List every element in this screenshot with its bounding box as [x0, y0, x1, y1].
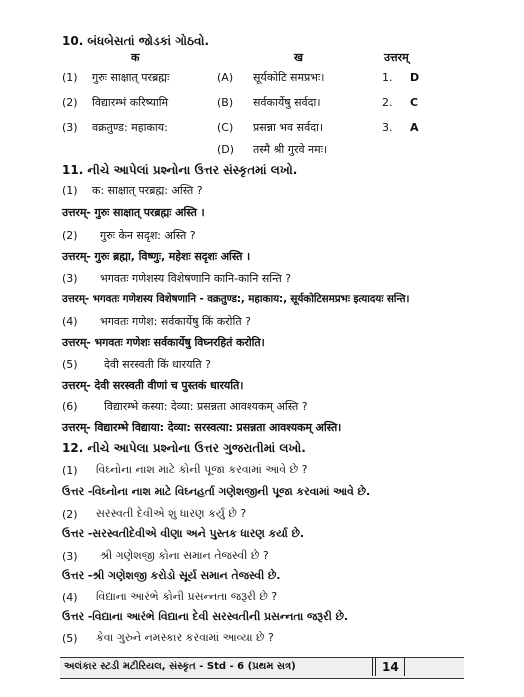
- question-text: સરસ્વતી દેવીએ શું ધારણ કર્યું છે ?: [96, 507, 247, 520]
- question-text: શ્રી ગણેશજી કોના સમાન તેજસ્વી છે ?: [100, 549, 269, 562]
- q10-title: 10. બંધબેસતાં જોડકાં ગોઠવો.: [62, 34, 210, 48]
- question-text: क: साक्षात् परब्रह्म: अस्ति ?: [92, 184, 203, 197]
- right-item-text: सूर्यकोटि समप्रभः।: [253, 71, 325, 84]
- answer-number: 1.: [382, 71, 393, 84]
- left-item-text: वक्रतुण्ड: महाकाय:: [92, 121, 168, 134]
- column-a-header: क: [131, 51, 140, 64]
- answer-text: ઉત્તર -વિદ્યાના આરંભે વિદ્યાના દેવી સરસ્વતીની પ્રસન્નતા જરૂરી છે.: [62, 610, 348, 623]
- question-text: વિઘ્નોના નાશ માટે કોની પૂજા કરવામાં આવે છે ?: [96, 463, 308, 476]
- question-text: देवी सरस्वती किं धारयति ?: [104, 358, 211, 371]
- answer-text: ઉત્તર -સરસ્વતીદેવીએ વીણા અને પુસ્તક ધારણ કર્યા છે.: [62, 527, 304, 540]
- answer-text: उत्तरम्- गुरुः साक्षात् परब्रह्मः अस्ति ।: [62, 206, 205, 219]
- answer-letter: C: [410, 96, 419, 109]
- question-number: (2): [62, 229, 78, 242]
- question-text: गुरुः केन सदृश: अस्ति ?: [100, 229, 196, 242]
- left-item-text: विद्यारम्भं करिष्यामि: [92, 96, 169, 109]
- question-text: भगवतः गणेश: सर्वकार्येषु किं करोति ?: [100, 315, 251, 328]
- answer-column-header: उत्तरम्: [384, 51, 409, 64]
- q11-title: 11. નીચે આપેલાં પ્રશ્નોના ઉત્તર સંસ્કૃતમાં લખો.: [62, 163, 298, 177]
- right-item-letter: (C): [217, 121, 234, 134]
- question-number: (1): [62, 464, 78, 477]
- q12-title: 12. નીચે આપેલા પ્રશ્નોના ઉત્તર ગુજરાતીમાં લખો.: [62, 441, 306, 455]
- footer-divider: [372, 658, 373, 676]
- question-number: (5): [62, 358, 78, 371]
- answer-text: उत्तरम्- विद्यारम्भे विद्याया: देव्या: सरस्वत्या: प्रसन्नता आवश्यकम् अस्ति।: [62, 421, 342, 434]
- question-number: (2): [62, 508, 78, 521]
- left-item-text: गुरुः साक्षात् परब्रह्मः: [92, 71, 170, 84]
- question-number: (1): [62, 184, 78, 197]
- answer-text: उत्तरम्- भगवतः गणेशस्य विशेषणानि - वक्रतुण्ड:, महाकाय:, सूर्यकोटिसमप्रभः इत्यादयः सन्ति।: [62, 293, 410, 305]
- answer-number: 3.: [382, 121, 393, 134]
- answer-text: ઉત્તર -વિઘ્નોના નાશ માટે વિઘ્નહર્તા ગણેશજીની પૂજા કરવામાં આવે છે.: [62, 485, 371, 498]
- question-number: (5): [62, 632, 78, 645]
- question-number: (4): [62, 591, 78, 604]
- question-number: (3): [62, 272, 78, 285]
- left-item-number: (2): [62, 96, 78, 109]
- answer-text: ઉત્તર -શ્રી ગણેશજી કરોડો સૂર્ય સમાન તેજસ્વી છે.: [62, 569, 281, 582]
- question-number: (3): [62, 550, 78, 563]
- footer-divider: [375, 658, 376, 676]
- question-text: કેવા ગુરુને નમસ્કાર કરવામાં આવ્યા છે ?: [96, 631, 274, 644]
- right-item-text: तस्मै श्री गुरवे नमः।: [253, 143, 328, 156]
- answer-letter: D: [410, 71, 420, 84]
- question-number: (4): [62, 315, 78, 328]
- answer-text: उत्तरम्- देवी सरस्वती वीणां च पुस्तकं धारयति।: [62, 379, 244, 392]
- footer-divider: [404, 658, 405, 676]
- right-item-text: सर्वकार्येषु सर्वदा।: [253, 96, 321, 109]
- right-item-letter: (D): [217, 143, 235, 156]
- page-number: 14: [382, 660, 399, 674]
- answer-letter: A: [410, 121, 419, 134]
- question-number: (6): [62, 400, 78, 413]
- answer-text: उत्तरम्- भगवतः गणेशः सर्वकार्येषु विघ्नरहितं करोति।: [62, 336, 265, 349]
- footer-title: અલંકાર સ્ટડી મટીરિયલ, સંસ્કૃત - Std - 6 (પ્રથમ સત્ર): [64, 661, 296, 672]
- right-item-letter: (B): [217, 96, 234, 109]
- answer-number: 2.: [382, 96, 393, 109]
- question-text: विद्यारम्भे कस्या: देव्या: प्रसन्नता आवश्यकम् अस्ति ?: [104, 400, 308, 413]
- answer-text: उत्तरम्- गुरुः ब्रह्मा, विष्णुः, महेशः सदृशः अस्ति ।: [62, 250, 251, 263]
- column-b-header: ख: [294, 51, 303, 64]
- left-item-number: (1): [62, 71, 78, 84]
- left-item-number: (3): [62, 121, 78, 134]
- question-text: भगवतः गणेशस्य विशेषणानि कानि-कानि सन्ति ?: [100, 272, 292, 285]
- question-text: વિદ્યાના આરંભે કોની પ્રસન્નતા જરૂરી છે ?: [96, 590, 278, 603]
- right-item-text: प्रसन्ना भव सर्वदा।: [253, 121, 324, 134]
- right-item-letter: (A): [217, 71, 234, 84]
